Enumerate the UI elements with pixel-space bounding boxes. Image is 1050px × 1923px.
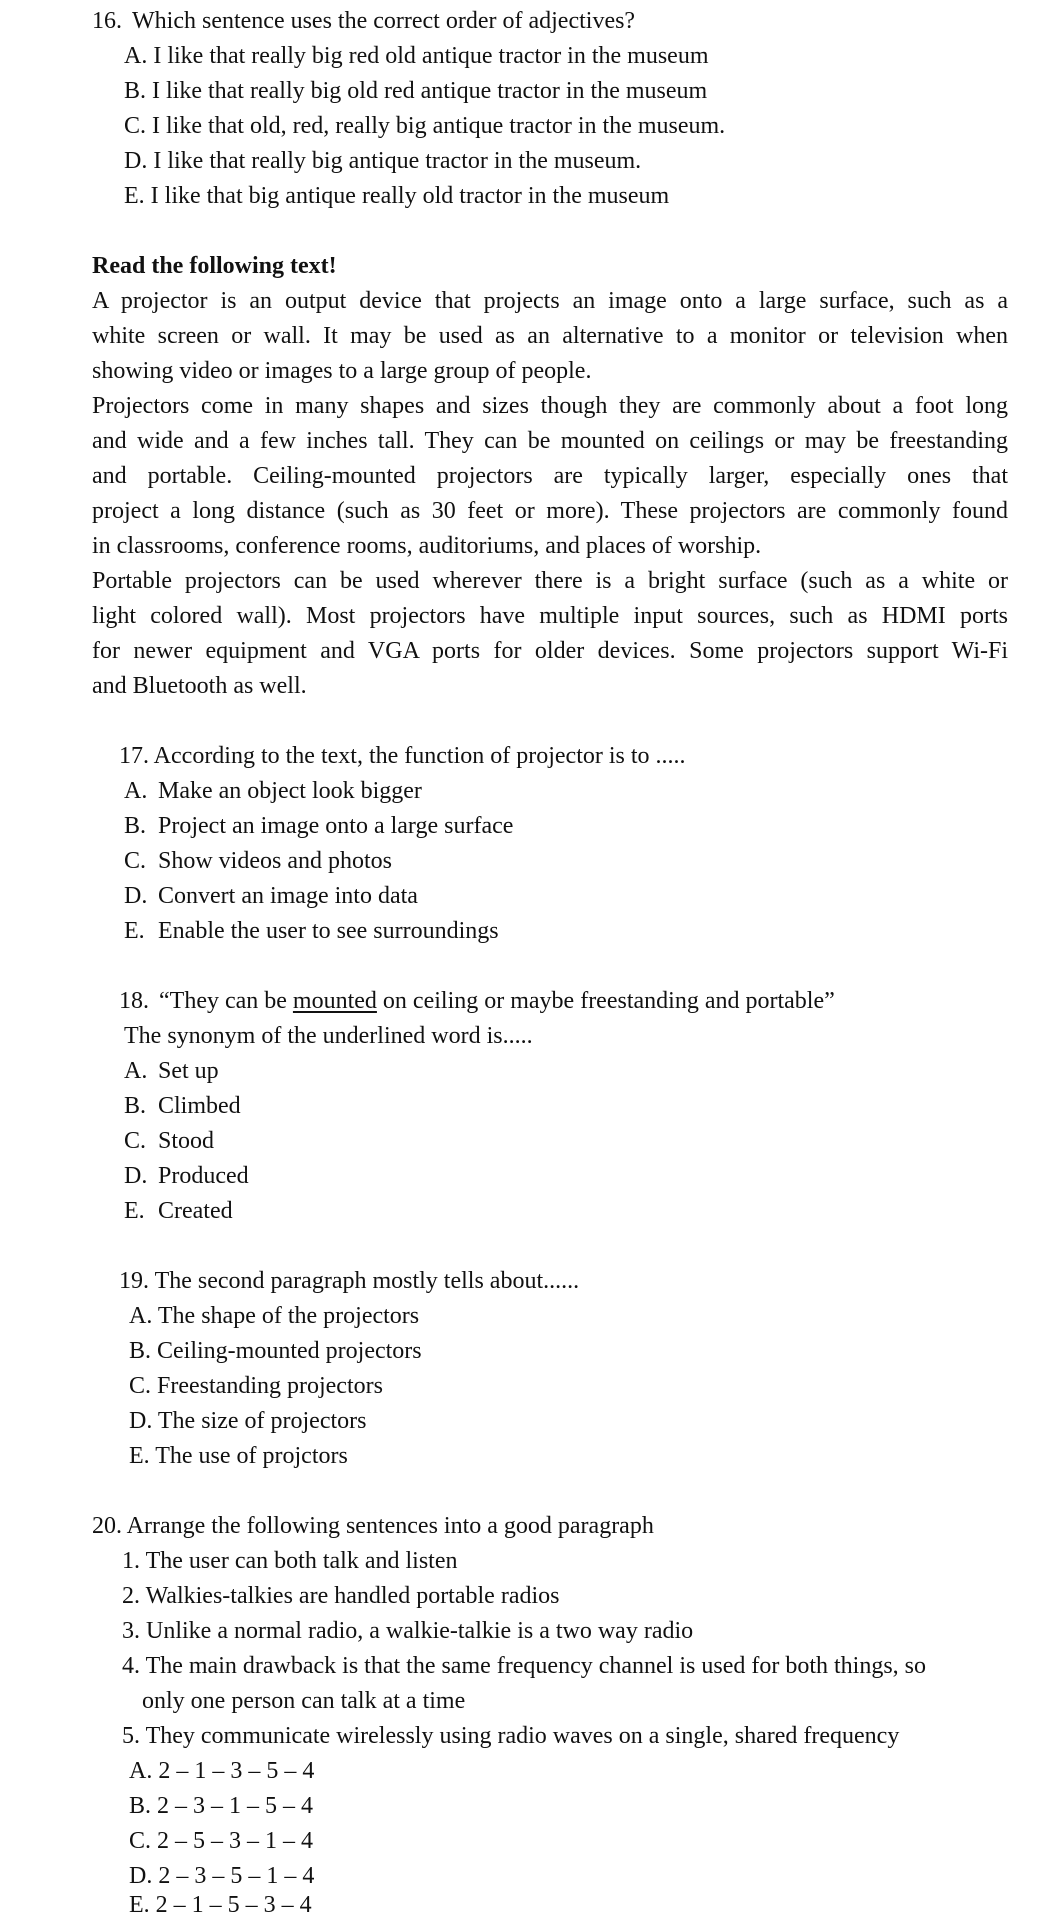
option-text: Set up [158,1058,219,1084]
reading-line-1: A projector is an output device that projects an image onto a large surface, such as a [92,288,1008,314]
option-letter: C. [124,1128,147,1154]
q17-option-d [124,879,418,914]
q16-option-b: B. I like that really big old red antique tractor in the museum [124,78,708,104]
option-text: Make an object look bigger [158,778,422,804]
q18-quote-open: “They can be [159,988,293,1014]
reading-heading: Read the following text! [92,253,337,279]
option-letter: A. [124,1058,148,1084]
reading-line-10: light colored wall). Most projectors have multiple input sources, such as HDMI ports [92,603,1008,629]
q18-option-e [124,1194,233,1229]
q17-option-b [124,809,513,844]
q18-quote-rest: on ceiling or maybe freestanding and portable” [376,988,835,1014]
reading-line-7: project a long distance (such as 30 feet or more). These projectors are commonly found [92,498,1008,524]
q19-option-a: A. The shape of the projectors [129,1303,420,1329]
q17-option-e [124,914,499,949]
q19-option-d: D. The size of projectors [129,1408,367,1434]
reading-line-5: and wide and a few inches tall. They can be mounted on ceilings or may be freestanding [92,428,1008,454]
q16-question-text: Which sentence uses the correct order of adjectives? [132,8,636,34]
reading-line-3: showing video or images to a large group of people. [92,358,592,384]
option-letter: D. [124,883,148,909]
option-text: Stood [158,1128,215,1154]
q18-prompt: The synonym of the underlined word is..... [124,1023,533,1049]
option-letter: E. [124,1198,145,1224]
q16-option-e: E. I like that big antique really old tractor in the museum [124,183,670,209]
q16-option-c: C. I like that old, red, really big antique tractor in the museum. [124,113,726,139]
reading-line-11: for newer equipment and VGA ports for older devices. Some projectors support Wi-Fi [92,638,1008,664]
q20-option-a: A. 2 – 1 – 3 – 5 – 4 [129,1758,315,1784]
q20-option-e: E. 2 – 1 – 5 – 3 – 4 [129,1892,312,1918]
q16-option-a: A. I like that really big red old antique tractor in the museum [124,43,709,69]
q20-sentence-3: 3. Unlike a normal radio, a walkie-talkie is a two way radio [122,1618,694,1644]
q18-option-a [124,1054,219,1089]
q20-sentence-5: 5. They communicate wirelessly using radio waves on a single, shared frequency [122,1723,900,1749]
option-text: Climbed [158,1093,241,1119]
q16-number: 16. [92,8,122,34]
q20-sentence-4: 4. The main drawback is that the same frequency channel is used for both things, so [122,1653,927,1679]
reading-line-12: and Bluetooth as well. [92,673,307,699]
option-text: Enable the user to see surroundings [158,918,499,944]
q16-option-d: D. I like that really big antique tractor in the museum. [124,148,642,174]
option-text: Produced [158,1163,249,1189]
q17-option-c [124,844,392,879]
q19-option-c: C. Freestanding projectors [129,1373,383,1399]
q19-option-b: B. Ceiling-mounted projectors [129,1338,422,1364]
q18-option-d [124,1159,249,1194]
q18-option-c [124,1124,214,1159]
option-letter: D. [124,1163,148,1189]
q20-sentence-1: 1. The user can both talk and listen [122,1548,458,1574]
q18-option-b [124,1089,241,1124]
q19-question: 19. The second paragraph mostly tells about...... [119,1268,580,1294]
q20-question: 20. Arrange the following sentences into a good paragraph [92,1513,654,1539]
q20-option-d: D. 2 – 3 – 5 – 1 – 4 [129,1863,315,1889]
q19-option-e: E. The use of projctors [129,1443,348,1469]
option-letter: C. [124,848,147,874]
q17-question: 17. According to the text, the function of projector is to ..... [119,743,686,769]
q18-question [119,984,835,1019]
q17-option-a [124,774,422,809]
q20-option-b: B. 2 – 3 – 1 – 5 – 4 [129,1793,314,1819]
q18-underlined-word: mounted [292,988,377,1014]
option-letter: B. [124,1093,147,1119]
option-text: Show videos and photos [158,848,392,874]
option-letter: A. [124,778,148,804]
option-text: Project an image onto a large surface [158,813,514,839]
reading-line-2: white screen or wall. It may be used as an alternative to a monitor or television when [92,323,1008,349]
reading-line-8: in classrooms, conference rooms, auditoriums, and places of worship. [92,533,762,559]
reading-line-6: and portable. Ceiling-mounted projectors are typically larger, especially ones that [92,463,1008,489]
reading-line-9: Portable projectors can be used wherever there is a bright surface (such as a white or [92,568,1008,594]
q16-question [92,4,635,39]
q18-number: 18. [119,988,149,1014]
reading-line-4: Projectors come in many shapes and sizes though they are commonly about a foot long [92,393,1008,419]
option-letter: B. [124,813,147,839]
q20-option-c: C. 2 – 5 – 3 – 1 – 4 [129,1828,314,1854]
option-text: Convert an image into data [158,883,418,909]
option-text: Created [158,1198,233,1224]
option-letter: E. [124,918,145,944]
q20-sentence-4-continued: only one person can talk at a time [142,1688,466,1714]
q20-sentence-2: 2. Walkies-talkies are handled portable radios [122,1583,560,1609]
